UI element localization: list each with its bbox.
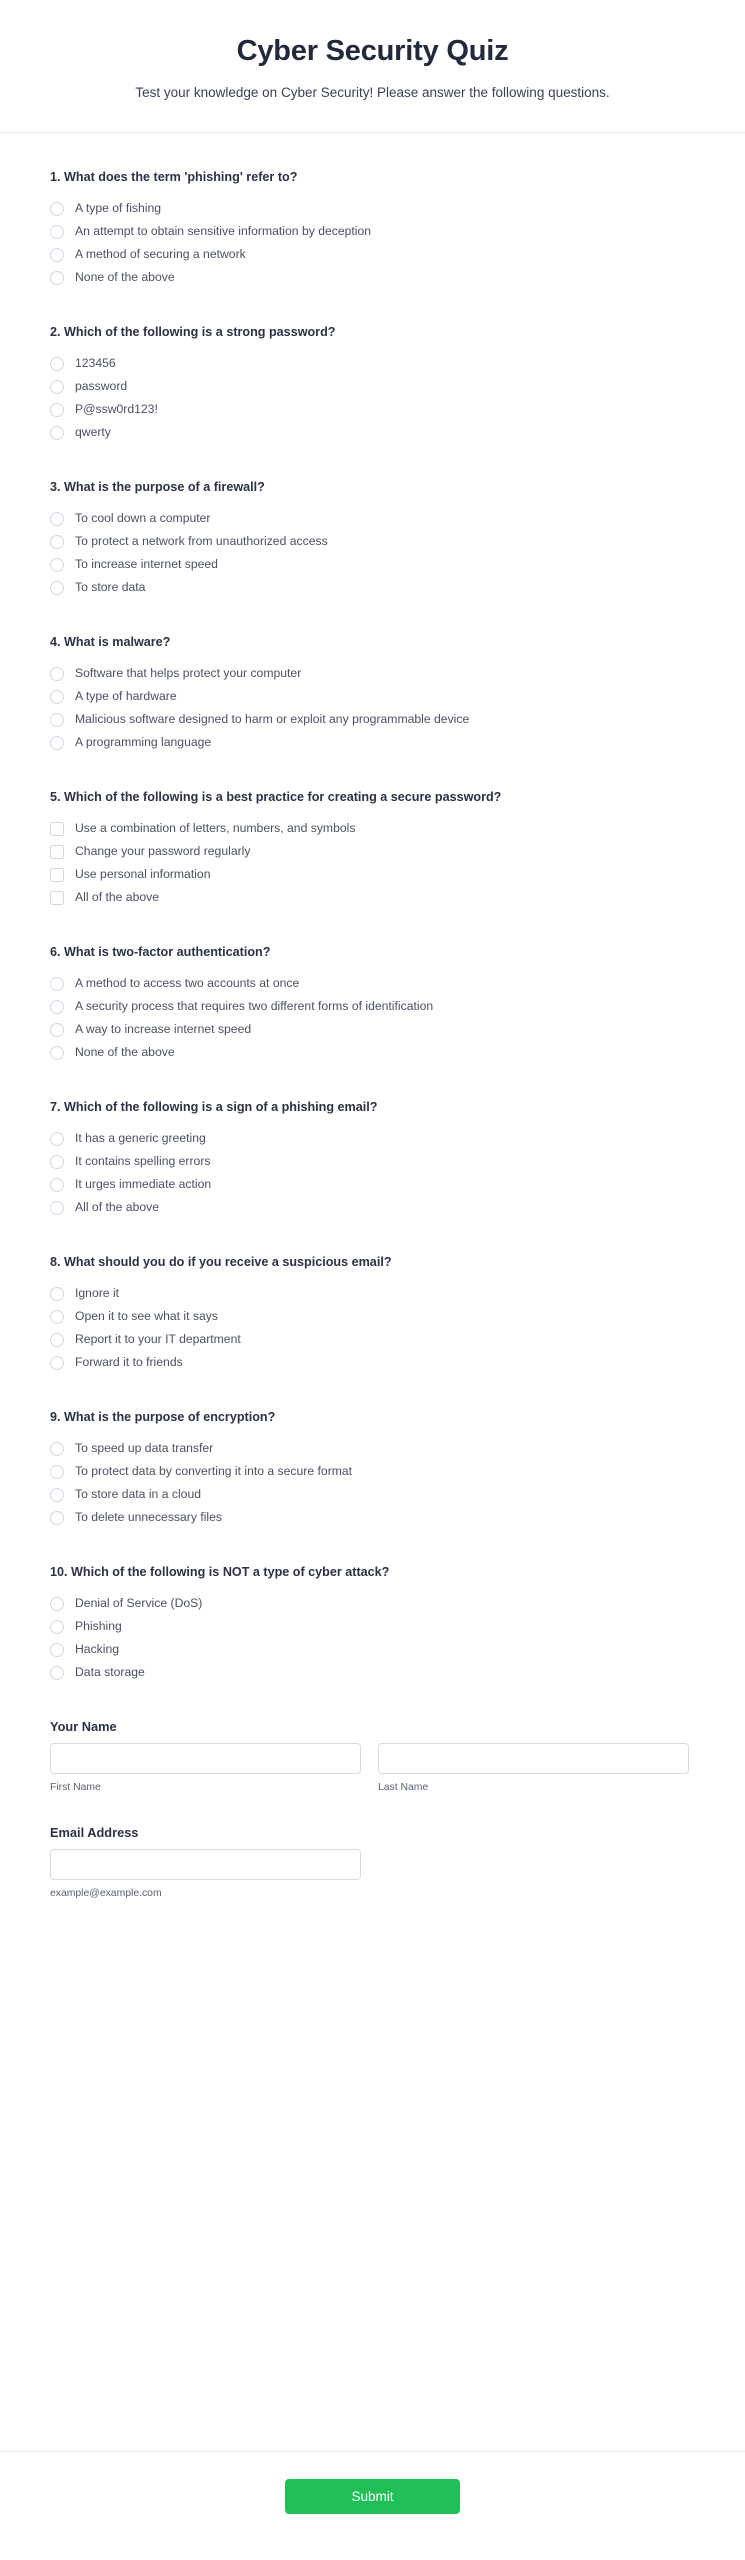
option-label: All of the above [75, 1200, 160, 1215]
option-row[interactable] [50, 245, 695, 264]
options-list [50, 1439, 695, 1527]
radio-button-icon[interactable] [50, 1442, 64, 1456]
option-label: P@ssw0rd123! [75, 402, 158, 417]
questions-container [50, 169, 695, 1682]
option-row[interactable] [50, 997, 695, 1016]
option-row[interactable] [50, 1043, 695, 1062]
option-row[interactable] [50, 377, 695, 396]
radio-button-icon[interactable] [50, 1201, 64, 1215]
option-row[interactable] [50, 354, 695, 373]
option-row[interactable] [50, 888, 695, 907]
option-label: It urges immediate action [75, 1177, 212, 1192]
question-text: 8. What should you do if you receive a suspicious email? [50, 1255, 392, 1270]
question-text: 5. Which of the following is a best practice for creating a secure password? [50, 790, 502, 805]
options-list [50, 1284, 695, 1372]
radio-button-icon[interactable] [50, 1597, 64, 1611]
option-row[interactable] [50, 1617, 695, 1636]
question-block [50, 1254, 695, 1372]
option-label: Use personal information [75, 867, 211, 882]
radio-button-icon[interactable] [50, 380, 64, 394]
question-text: 3. What is the purpose of a firewall? [50, 480, 265, 495]
option-row[interactable] [50, 1640, 695, 1659]
question-text: 6. What is two-factor authentication? [50, 945, 271, 960]
option-label: To protect data by converting it into a secure format [75, 1464, 353, 1479]
option-label: Denial of Service (DoS) [75, 1596, 203, 1611]
checkbox-icon[interactable] [50, 868, 64, 882]
option-label: To increase internet speed [75, 557, 218, 572]
radio-button-icon[interactable] [50, 667, 64, 681]
option-label: All of the above [75, 890, 160, 905]
question-text: 10. Which of the following is NOT a type of cyber attack? [50, 1565, 390, 1580]
option-label: password [75, 379, 128, 394]
option-label: To delete unnecessary files [75, 1510, 223, 1525]
option-row[interactable] [50, 532, 695, 551]
page-title: Cyber Security Quiz [236, 35, 509, 67]
option-row[interactable] [50, 1508, 695, 1527]
options-list [50, 1594, 695, 1682]
option-row[interactable] [50, 1663, 695, 1682]
option-row[interactable] [50, 710, 695, 729]
option-label: To store data in a cloud [75, 1487, 202, 1502]
checkbox-icon[interactable] [50, 891, 64, 905]
options-list [50, 354, 695, 442]
option-row[interactable] [50, 509, 695, 528]
radio-button-icon[interactable] [50, 1620, 64, 1634]
option-label: None of the above [75, 1045, 175, 1060]
first-name-sublabel: First Name [50, 1782, 101, 1794]
options-list [50, 509, 695, 597]
question-text: 9. What is the purpose of encryption? [50, 1410, 276, 1425]
option-row[interactable] [50, 1485, 695, 1504]
radio-button-icon[interactable] [50, 690, 64, 704]
option-row[interactable] [50, 819, 695, 838]
option-row[interactable] [50, 578, 695, 597]
option-row[interactable] [50, 1129, 695, 1148]
radio-button-icon[interactable] [50, 1155, 64, 1169]
name-field-label: Your Name [50, 1719, 117, 1735]
radio-button-icon[interactable] [50, 426, 64, 440]
email-input[interactable] [50, 1849, 361, 1880]
option-label: Software that helps protect your computer [75, 666, 302, 681]
radio-button-icon[interactable] [50, 357, 64, 371]
option-label: It has a generic greeting [75, 1131, 206, 1146]
option-row[interactable] [50, 400, 695, 419]
checkbox-icon[interactable] [50, 845, 64, 859]
radio-button-icon[interactable] [50, 977, 64, 991]
option-label: A programming language [75, 735, 212, 750]
options-list [50, 974, 695, 1062]
option-row[interactable] [50, 1198, 695, 1217]
option-row[interactable] [50, 974, 695, 993]
option-row[interactable] [50, 1020, 695, 1039]
radio-button-icon[interactable] [50, 225, 64, 239]
email-column [50, 1849, 361, 1901]
option-row[interactable] [50, 1152, 695, 1171]
form-footer [0, 2451, 745, 2560]
option-label: A method of securing a network [75, 247, 246, 262]
radio-button-icon[interactable] [50, 1287, 64, 1301]
option-label: A way to increase internet speed [75, 1022, 252, 1037]
option-label: Phishing [75, 1619, 122, 1634]
form-header [0, 0, 745, 133]
option-row[interactable] [50, 733, 695, 752]
options-list [50, 664, 695, 752]
radio-button-icon[interactable] [50, 1023, 64, 1037]
radio-button-icon[interactable] [50, 1666, 64, 1680]
question-block [50, 1409, 695, 1527]
question-text: 1. What does the term 'phishing' refer to? [50, 170, 298, 185]
question-text: 4. What is malware? [50, 635, 171, 650]
option-label: Change your password regularly [75, 844, 251, 859]
radio-button-icon[interactable] [50, 248, 64, 262]
name-field-row [50, 1743, 695, 1795]
option-row[interactable] [50, 268, 695, 287]
option-label: Report it to your IT department [75, 1332, 241, 1347]
option-row[interactable] [50, 865, 695, 884]
radio-button-icon[interactable] [50, 1511, 64, 1525]
form-subtitle: Test your knowledge on Cyber Security! Please answer the following questions. [135, 84, 610, 100]
name-field-group [50, 1719, 695, 1795]
radio-button-icon[interactable] [50, 1333, 64, 1347]
option-label: A security process that requires two different forms of identification [75, 999, 434, 1014]
radio-button-icon[interactable] [50, 1643, 64, 1657]
option-label: To store data [75, 580, 146, 595]
option-row[interactable] [50, 1462, 695, 1481]
question-block [50, 634, 695, 752]
option-row[interactable] [50, 1307, 695, 1326]
option-row[interactable] [50, 423, 695, 442]
options-list [50, 819, 695, 907]
last-name-input[interactable] [378, 1743, 689, 1774]
option-label: 123456 [75, 356, 116, 371]
option-row[interactable] [50, 1284, 695, 1303]
option-row[interactable] [50, 664, 695, 683]
option-label: Malicious software designed to harm or exploit any programmable device [75, 712, 470, 727]
radio-button-icon[interactable] [50, 1132, 64, 1146]
option-label: Ignore it [75, 1286, 120, 1301]
option-label: A type of fishing [75, 201, 162, 216]
option-row[interactable] [50, 222, 695, 241]
option-row[interactable] [50, 1439, 695, 1458]
option-label: To cool down a computer [75, 511, 211, 526]
question-block [50, 789, 695, 907]
last-name-sublabel: Last Name [378, 1782, 429, 1794]
option-row[interactable] [50, 199, 695, 218]
radio-button-icon[interactable] [50, 202, 64, 216]
option-label: To protect a network from unauthorized access [75, 534, 328, 549]
radio-button-icon[interactable] [50, 1465, 64, 1479]
option-label: A type of hardware [75, 689, 177, 704]
option-row[interactable] [50, 687, 695, 706]
options-list [50, 199, 695, 287]
radio-button-icon[interactable] [50, 1000, 64, 1014]
submit-button[interactable]: Submit [285, 2479, 460, 2514]
option-label: A method to access two accounts at once [75, 976, 300, 991]
radio-button-icon[interactable] [50, 713, 64, 727]
option-label: Hacking [75, 1642, 120, 1657]
radio-button-icon[interactable] [50, 1046, 64, 1060]
radio-button-icon[interactable] [50, 535, 64, 549]
question-block [50, 324, 695, 442]
email-sublabel: example@example.com [50, 1887, 162, 1899]
option-label: Use a combination of letters, numbers, and symbols [75, 821, 356, 836]
option-label: It contains spelling errors [75, 1154, 211, 1169]
option-label: qwerty [75, 425, 111, 440]
radio-button-icon[interactable] [50, 512, 64, 526]
question-block [50, 169, 695, 287]
question-text: 2. Which of the following is a strong password? [50, 325, 336, 340]
checkbox-icon[interactable] [50, 822, 64, 836]
radio-button-icon[interactable] [50, 581, 64, 595]
option-row[interactable] [50, 842, 695, 861]
radio-button-icon[interactable] [50, 1356, 64, 1370]
option-row[interactable] [50, 1330, 695, 1349]
option-row[interactable] [50, 1353, 695, 1372]
option-label: To speed up data transfer [75, 1441, 214, 1456]
last-name-column [378, 1743, 689, 1795]
options-list [50, 1129, 695, 1217]
radio-button-icon[interactable] [50, 1310, 64, 1324]
option-label: Data storage [75, 1665, 145, 1680]
option-label: Open it to see what it says [75, 1309, 218, 1324]
email-field-row [50, 1849, 695, 1901]
option-row[interactable] [50, 1175, 695, 1194]
question-block [50, 1564, 695, 1682]
option-label: An attempt to obtain sensitive information by deception [75, 224, 372, 239]
radio-button-icon[interactable] [50, 403, 64, 417]
question-block [50, 1099, 695, 1217]
first-name-column [50, 1743, 361, 1795]
form-body [0, 133, 745, 2443]
option-row[interactable] [50, 555, 695, 574]
question-text: 7. Which of the following is a sign of a phishing email? [50, 1100, 378, 1115]
first-name-input[interactable] [50, 1743, 361, 1774]
radio-button-icon[interactable] [50, 736, 64, 750]
option-label: Forward it to friends [75, 1355, 183, 1370]
option-row[interactable] [50, 1594, 695, 1613]
option-label: None of the above [75, 270, 175, 285]
radio-button-icon[interactable] [50, 1178, 64, 1192]
question-block [50, 944, 695, 1062]
question-block [50, 479, 695, 597]
email-field-label: Email Address [50, 1824, 139, 1840]
radio-button-icon[interactable] [50, 1488, 64, 1502]
radio-button-icon[interactable] [50, 558, 64, 572]
email-field-group [50, 1825, 695, 1901]
radio-button-icon[interactable] [50, 271, 64, 285]
